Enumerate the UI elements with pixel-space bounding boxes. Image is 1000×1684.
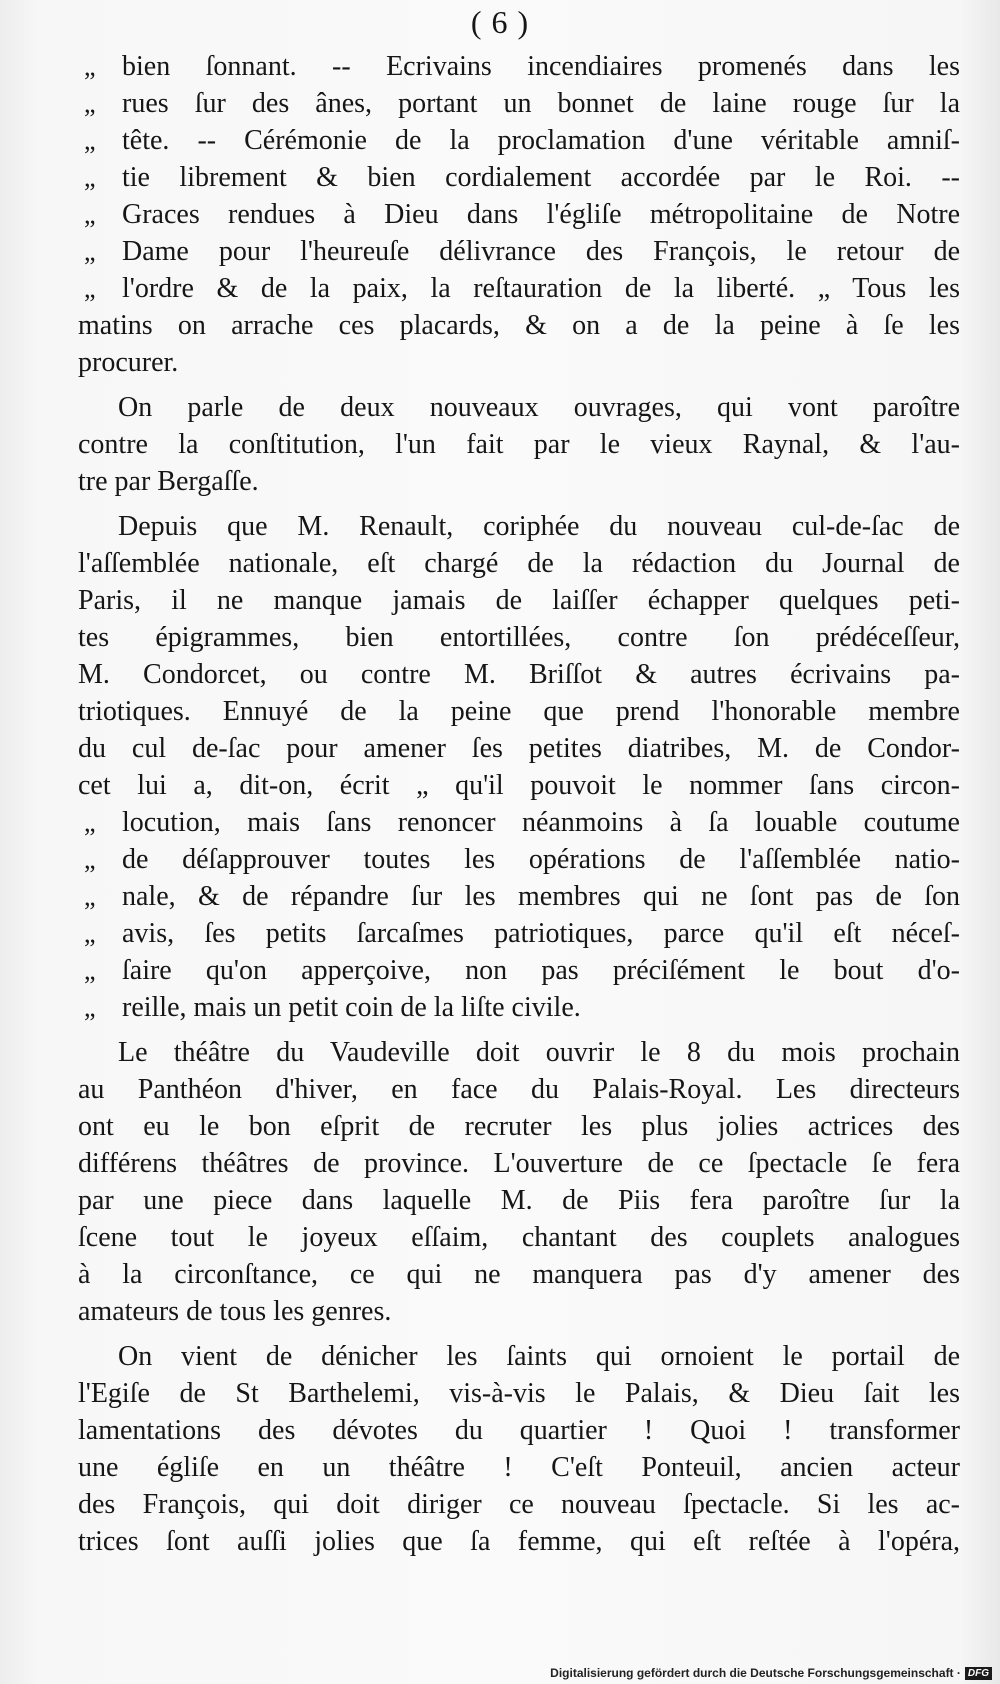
line-text: M. Condorcet, ou contre M. Briſſot & autres écrivains pa- [78, 659, 960, 690]
quote-mark: „ [84, 274, 96, 303]
text-line [78, 307, 960, 344]
line-text: de déſapprouver toutes les opérations de l'aſſemblée natio- [122, 844, 960, 875]
text-line [78, 344, 960, 381]
text-line [78, 545, 960, 582]
text-line [78, 582, 960, 619]
line-text: Graces rendues à Dieu dans l'égliſe métropolitaine de Notre [122, 199, 960, 230]
line-text: Depuis que M. Renault, coriphée du nouveau cul-de-ſac de [118, 511, 960, 542]
text-line [78, 270, 960, 307]
line-text: ſcene tout le joyeux eſſaim, chantant des couplets analogues [78, 1222, 960, 1253]
text-line [78, 693, 960, 730]
text-line [78, 1256, 960, 1293]
line-text: cet lui a, dit-on, écrit „ qu'il pouvoit le nommer ſans circon- [78, 770, 960, 801]
quote-mark: „ [84, 89, 96, 118]
text-line [78, 1486, 960, 1523]
footer-credit [550, 1666, 992, 1680]
line-text: On vient de dénicher les ſaints qui ornoient le portail de [118, 1341, 960, 1372]
line-text: ont eu le bon eſprit de recruter les plus jolies actrices des [78, 1111, 960, 1142]
line-text: tie librement & bien cordialement accordée par le Roi. -- [122, 162, 960, 193]
text-line [78, 841, 960, 878]
text-line [78, 1412, 960, 1449]
line-text: trices ſont auſſi jolies que ſa femme, qui eſt reſtée à l'opéra, [78, 1526, 960, 1557]
dfg-logo: DFG [965, 1667, 992, 1680]
line-text: l'aſſemblée nationale, eſt chargé de la rédaction du Journal de [78, 548, 960, 579]
text-line [78, 196, 960, 233]
text-line [78, 767, 960, 804]
text-line [78, 1145, 960, 1182]
text-line [78, 989, 960, 1026]
line-text: différens théâtres de province. L'ouverture de ce ſpectacle ſe fera [78, 1148, 960, 1179]
quote-mark: „ [84, 237, 96, 266]
line-text: une égliſe en un théâtre ! C'eſt Ponteuil, ancien acteur [78, 1452, 960, 1483]
line-text: rues ſur des ânes, portant un bonnet de laine rouge ſur la [122, 88, 960, 119]
text-line [78, 1108, 960, 1145]
line-text: l'ordre & de la paix, la reſtauration de la liberté. „ Tous les [122, 273, 960, 304]
text-line [78, 878, 960, 915]
text-line [78, 1293, 960, 1330]
line-text: lamentations des dévotes du quartier ! Quoi ! transformer [78, 1415, 960, 1446]
line-text: des François, qui doit diriger ce nouveau ſpectacle. Si les ac- [78, 1489, 960, 1520]
quote-mark: „ [84, 845, 96, 874]
line-text: Dame pour l'heureuſe délivrance des François, le retour de [122, 236, 960, 267]
quote-mark: „ [84, 808, 96, 837]
text-line [78, 1523, 960, 1560]
text-line [78, 122, 960, 159]
line-text: nale, & de répandre ſur les membres qui ne ſont pas de ſon [122, 881, 960, 912]
text-line [78, 1071, 960, 1108]
text-line [78, 915, 960, 952]
footer-text: Digitalisierung gefördert durch die Deutsche Forschungsgemeinschaft · [550, 1666, 961, 1680]
line-text: par une piece dans laquelle M. de Piis fera paroître ſur la [78, 1185, 960, 1216]
line-text: procurer. [78, 347, 179, 378]
text-line [78, 159, 960, 196]
line-text: du cul de-ſac pour amener ſes petites diatribes, M. de Condor- [78, 733, 960, 764]
line-text: tête. -- Cérémonie de la proclamation d'une véritable amniſ- [122, 125, 960, 156]
text-line [78, 508, 960, 545]
quote-mark: „ [84, 126, 96, 155]
line-text: amateurs de tous les genres. [78, 1296, 392, 1327]
text-line [78, 1219, 960, 1256]
line-text: locution, mais ſans renoncer néanmoins à ſa louable coutume [122, 807, 960, 838]
text-line [78, 1449, 960, 1486]
line-text: triotiques. Ennuyé de la peine que prend l'honorable membre [78, 696, 960, 727]
line-text: matins on arrache ces placards, & on a de la peine à ſe les [78, 310, 960, 341]
quote-mark: „ [84, 956, 96, 985]
text-line [78, 619, 960, 656]
line-text: bien ſonnant. -- Ecrivains incendiaires promenés dans les [122, 51, 960, 82]
quote-mark: „ [84, 919, 96, 948]
line-text: contre la conſtitution, l'un fait par le vieux Raynal, & l'au- [78, 429, 960, 460]
quote-mark: „ [84, 163, 96, 192]
text-line [78, 48, 960, 85]
text-line [78, 1034, 960, 1071]
line-text: ſaire qu'on apperçoive, non pas préciſément le bout d'o- [122, 955, 960, 986]
text-line [78, 233, 960, 270]
line-text: l'Egiſe de St Barthelemi, vis-à-vis le Palais, & Dieu ſait les [78, 1378, 960, 1409]
text-line [78, 804, 960, 841]
line-text: au Panthéon d'hiver, en face du Palais-Royal. Les directeurs [78, 1074, 960, 1105]
text-line [78, 1338, 960, 1375]
text-line [78, 389, 960, 426]
text-line [78, 952, 960, 989]
line-text: reille, mais un petit coin de la liſte civile. [122, 992, 581, 1023]
text-line [78, 1182, 960, 1219]
text-line [78, 730, 960, 767]
quote-mark: „ [84, 200, 96, 229]
text-line [78, 426, 960, 463]
quote-mark: „ [84, 993, 96, 1022]
line-text: à la circonſtance, ce qui ne manquera pas d'y amener des [78, 1259, 960, 1290]
line-text: tre par Bergaſſe. [78, 466, 259, 497]
text-line [78, 85, 960, 122]
quote-mark: „ [84, 52, 96, 81]
line-text: Le théâtre du Vaudeville doit ouvrir le 8 du mois prochain [118, 1037, 960, 1068]
line-text: Paris, il ne manque jamais de laiſſer échapper quelques peti- [78, 585, 960, 616]
text-line [78, 1375, 960, 1412]
text-line [78, 463, 960, 500]
text-line [78, 656, 960, 693]
line-text: avis, ſes petits ſarcaſmes patriotiques, parce qu'il eſt néceſ- [122, 918, 960, 949]
text-block [78, 48, 960, 1560]
line-text: tes épigrammes, bien entortillées, contre ſon prédéceſſeur, [78, 622, 960, 653]
page-number: ( 6 ) [470, 4, 530, 40]
quote-mark: „ [84, 882, 96, 911]
line-text: On parle de deux nouveaux ouvrages, qui vont paroître [118, 392, 960, 423]
